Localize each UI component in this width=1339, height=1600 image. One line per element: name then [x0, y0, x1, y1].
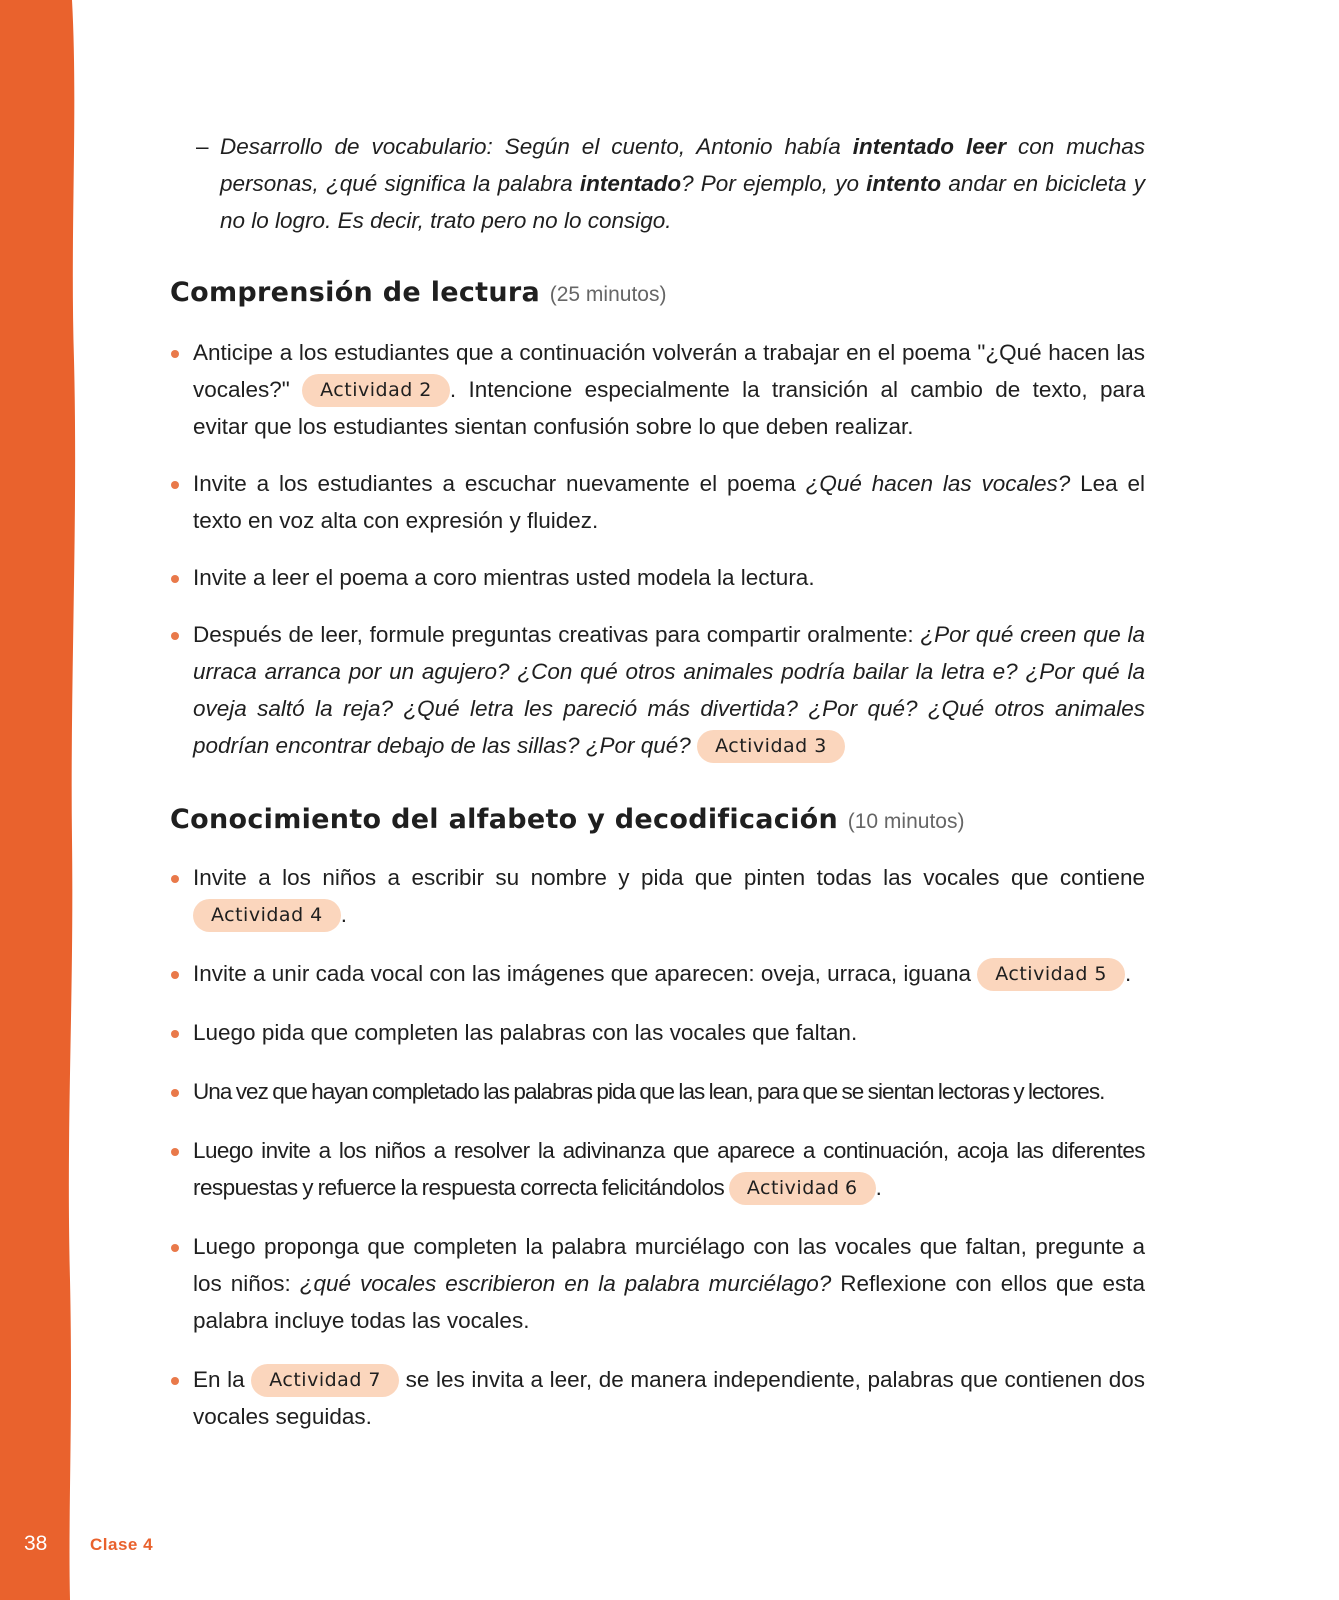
- list-item: [170, 1014, 1145, 1051]
- dash-marker: –: [196, 134, 209, 159]
- orange-side-band: [0, 0, 80, 1600]
- text: Después de leer, formule preguntas creativas para compartir oralmente:: [193, 622, 921, 647]
- text: Una vez que hayan completado las palabras pida que las lean, para que se sientan lectoras y lectores.: [193, 1079, 1105, 1104]
- italic-text: ¿qué vocales escribieron en la palabra murciélago?: [299, 1271, 832, 1296]
- lesson-label: Clase 4: [90, 1535, 154, 1554]
- text: Reflexione con ellos que esta palabra incluye todas las vocales.: [193, 1271, 1145, 1333]
- text: andar en bicicleta y no lo logro. Es decir, trato pero no lo consigo.: [220, 171, 1145, 233]
- text: .: [340, 902, 348, 927]
- list-item: [170, 559, 1145, 596]
- text: Desarrollo de vocabulario: Según el cuento, Antonio había: [220, 134, 853, 159]
- bold-text: intentado leer: [852, 134, 1007, 159]
- page-number: 38: [24, 1532, 48, 1555]
- text: Invite a los estudiantes a escuchar nuevamente el poema: [193, 471, 806, 496]
- text: .: [1125, 961, 1132, 986]
- activity-badge: Actividad 6: [729, 1172, 876, 1205]
- text: . Intencione especialmente la transición al cambio de texto, para evitar que los estudiantes sientan confusión sobre lo que deben realizar.: [193, 377, 1145, 439]
- section-title-text: Comprensión de lectura: [170, 277, 541, 308]
- list-item: [170, 859, 1145, 933]
- main-content: [170, 128, 1145, 1435]
- list-item: [170, 1132, 1145, 1206]
- section-minutes: (25 minutos): [549, 283, 667, 306]
- list-item: [170, 616, 1145, 764]
- text: Luego pida que completen las palabras con las vocales que faltan.: [193, 1020, 858, 1045]
- activity-badge: Actividad 5: [977, 958, 1125, 991]
- comprension-list: [170, 334, 1145, 764]
- list-item: [170, 1228, 1145, 1339]
- section-title-comprension: [170, 277, 1145, 308]
- text: Invite a unir cada vocal con las imágenes que aparecen: oveja, urraca, iguana: [193, 961, 978, 986]
- activity-badge: Actividad 4: [193, 899, 341, 932]
- activity-badge: Actividad 2: [302, 374, 450, 407]
- text: .: [875, 1175, 882, 1200]
- text: ? Por ejemplo, yo: [681, 171, 867, 196]
- section-title-text: Conocimiento del alfabeto y decodificación: [170, 804, 839, 835]
- list-item: [170, 334, 1145, 445]
- bold-text: intento: [866, 171, 942, 196]
- bold-text: intentado: [579, 171, 682, 196]
- section-minutes: (10 minutos): [847, 810, 965, 833]
- vocabulary-item: [170, 128, 1145, 239]
- italic-text: ¿Qué hacen las vocales?: [805, 471, 1071, 496]
- activity-badge: Actividad 7: [251, 1364, 399, 1397]
- text: Luego invite a los niños a resolver la adivinanza que aparece a continuación, acoja las diferentes respuestas y refuerce la respuesta correcta felicitándolos: [193, 1138, 1145, 1200]
- text: se les invita a leer, de manera independiente, palabras que contienen dos vocales seguidas.: [193, 1367, 1145, 1429]
- activity-badge: Actividad 3: [697, 730, 845, 763]
- alfabeto-list: [170, 859, 1145, 1435]
- list-item: [170, 465, 1145, 539]
- italic-text: ¿Por qué creen que la urraca arranca por un agujero? ¿Con qué otros animales podría bailar la letra e? ¿Por qué la oveja saltó la reja? ¿Qué letra les pareció más divertida? ¿Por qué? ¿Qué otros animales podrían encontrar debajo de las sillas? ¿Por qué?: [193, 622, 1145, 758]
- section-title-alfabeto: [170, 804, 1145, 835]
- text: Invite a leer el poema a coro mientras usted modela la lectura.: [193, 565, 815, 590]
- list-item: [170, 1073, 1145, 1110]
- text: Lea el texto en voz alta con expresión y fluidez.: [193, 471, 1145, 533]
- text: Invite a los niños a escribir su nombre y pida que pinten todas las vocales que contiene: [193, 865, 1145, 890]
- text: Anticipe a los estudiantes que a continuación volverán a trabajar en el poema "¿Qué hacen las vocales?": [193, 340, 1145, 402]
- list-item: [170, 955, 1145, 992]
- text: En la: [193, 1367, 252, 1392]
- text: con muchas personas, ¿qué significa la palabra: [220, 134, 1146, 196]
- list-item: [170, 1361, 1145, 1435]
- text: Luego proponga que completen la palabra murciélago con las vocales que faltan, pregunte a los niños:: [193, 1234, 1145, 1296]
